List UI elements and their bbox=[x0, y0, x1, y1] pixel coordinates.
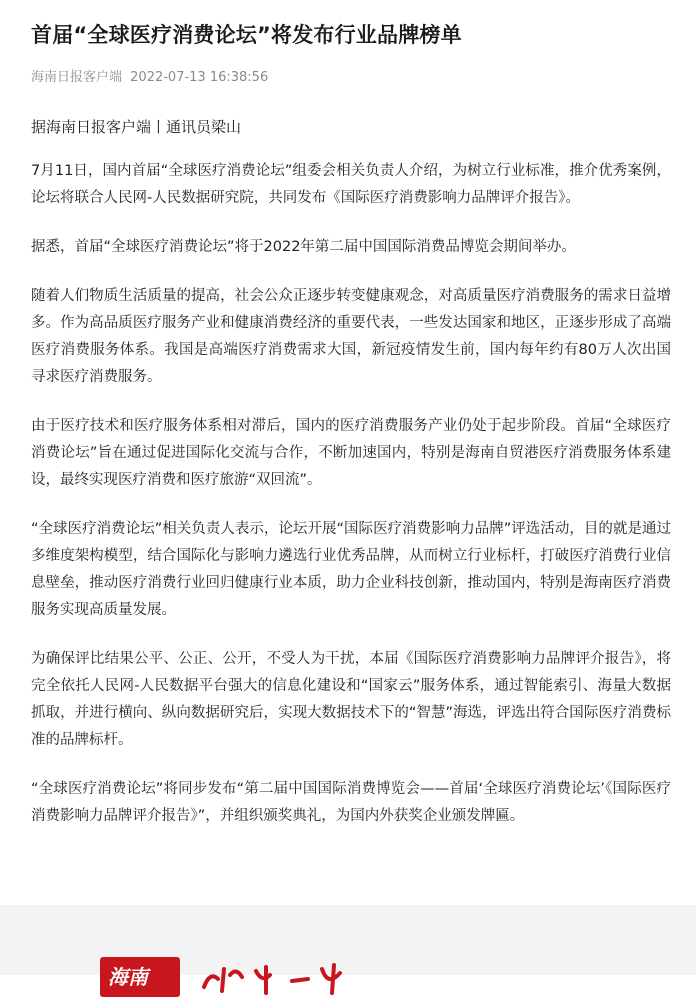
article-title: 首届“全球医疗消费论坛”将发布行业品牌榜单 bbox=[31, 23, 462, 47]
footer-band bbox=[0, 905, 696, 989]
paragraph-3: 随着人们物质生活质量的提高，社会公众正逐步转变健康观念，对高质量医疗消费服务的需求日益增多。作为高品质医疗服务产业和健康消费经济的重要代表，一些发达国家和地区，正逐步形成了高端医疗消费服务体系。我国是高端医疗消费需求大国，新冠疫情发生前，国内每年约有80万人次出国寻求医疗消费服务。 bbox=[31, 288, 671, 385]
article-meta bbox=[31, 69, 671, 87]
article-datetime: 2022-07-13 16:38:56 bbox=[130, 70, 269, 85]
paragraph-1: 7月11日，国内首届“全球医疗消费论坛”组委会相关负责人介绍，为树立行业标准，推介优秀案例，论坛将联合人民网-人民数据研究院，共同发布《国际医疗消费影响力品牌评介报告》。 bbox=[31, 163, 671, 206]
article-byline: 据海南日报客户端丨通讯员梁山 bbox=[31, 118, 242, 136]
logo-badge bbox=[100, 957, 180, 997]
paragraph-5: “全球医疗消费论坛”相关负责人表示，论坛开展“国际医疗消费影响力品牌”评选活动，目的就是通过多维度架构模型，结合国际化与影响力遴选行业优秀品牌，从而树立行业标杆，打破医疗消费行业信息壁垒，推动医疗消费行业回归健康行业本质，助力企业科技创新，推动国内，特别是海南医疗消费服务实现高质量发展。 bbox=[31, 521, 671, 618]
logo-badge-mark: 海南 bbox=[108, 965, 148, 989]
paragraph-4: 由于医疗技术和医疗服务体系相对滞后，国内的医疗消费服务产业仍处于起步阶段。首届“全球医疗消费论坛”旨在通过促进国际化交流与合作，不断加速国内，特别是海南自贸港医疗消费服务体系建设，最终实现医疗消费和医疗旅游“双回流”。 bbox=[31, 418, 671, 488]
hainan-daily-logo-icon bbox=[100, 957, 360, 997]
paragraph-7: “全球医疗消费论坛”将同步发布“第二届中国国际消费博览会——首届‘全球医疗消费论坛’《国际医疗消费影响力品牌评介报告》”，并组织颁奖典礼，为国内外获奖企业颁发牌匾。 bbox=[31, 781, 671, 824]
article-source[interactable]: 海南日报客户端 bbox=[31, 70, 123, 85]
paragraph-2: 据悉，首届“全球医疗消费论坛”将于2022年第二届中国国际消费品博览会期间举办。 bbox=[31, 239, 576, 255]
logo-calligraphy-icon bbox=[196, 957, 356, 997]
paragraph-6: 为确保评比结果公平、公正、公开，不受人为干扰，本届《国际医疗消费影响力品牌评介报告》，将完全依托人民网-人民数据平台强大的信息化建设和“国家云”服务体系，通过智能索引、海量大数据抓取，并进行横向、纵向数据研究后，实现大数据技术下的“智慧”海选，评选出符合国际医疗消费标准的品牌标杆。 bbox=[31, 651, 671, 748]
article bbox=[31, 0, 671, 830]
